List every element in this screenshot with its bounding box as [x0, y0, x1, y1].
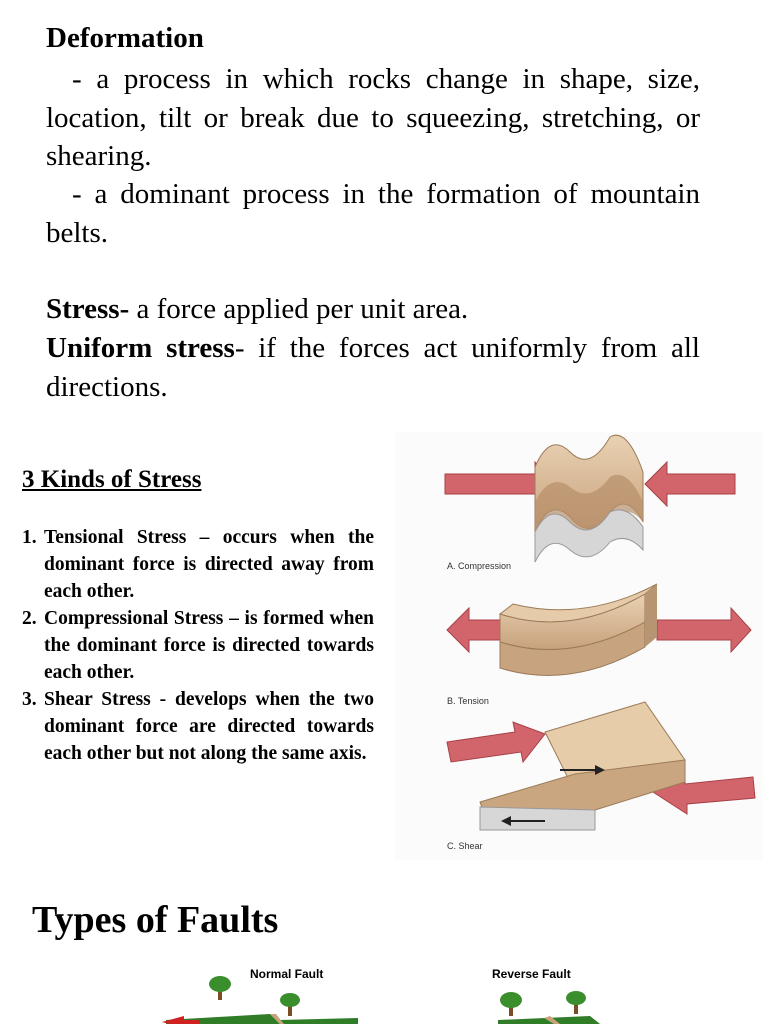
tension-arrow-right	[657, 608, 751, 652]
stress-term: Stress-	[46, 293, 130, 325]
deformation-definition-1: - a process in which rocks change in shape, size, location, tilt or break due to squeezing, stretching, or shearing.	[46, 63, 700, 172]
normal-fault-label: Normal Fault	[250, 967, 324, 981]
list-text: Shear Stress - develops when the two dominant force are directed towards each other but not along the same axis.	[44, 689, 374, 764]
kinds-of-stress-title: 3 Kinds of Stress	[22, 466, 202, 493]
tension-diagram	[447, 584, 751, 706]
tension-label: B. Tension	[447, 696, 489, 706]
list-number: 1.	[22, 527, 37, 548]
types-of-faults-title: Types of Faults	[32, 899, 279, 941]
list-number: 3.	[22, 689, 37, 710]
list-item	[22, 524, 374, 605]
compression-diagram	[445, 435, 735, 571]
tree-icon	[209, 976, 231, 992]
list-text: Compressional Stress – is formed when the dominant force is directed towards each other.	[44, 608, 374, 683]
shear-label: C. Shear	[447, 841, 483, 851]
stress-types-illustration	[395, 432, 763, 860]
list-text: Tensional Stress – occurs when the dominant force is directed away from each other.	[44, 527, 374, 602]
list-item	[22, 605, 374, 686]
compression-label: A. Compression	[447, 561, 512, 571]
list-number: 2.	[22, 608, 37, 629]
deformation-definition-2: - a dominant process in the formation of mountain belts.	[46, 178, 700, 249]
uniform-stress-text: - if the forces act uniformly from all directions.	[46, 332, 700, 403]
tree-icon	[566, 991, 586, 1005]
deformation-heading: Deformation	[46, 22, 204, 54]
shear-arrow-left	[447, 722, 545, 762]
tree-icon	[280, 993, 300, 1007]
faults-illustration	[150, 960, 610, 1024]
stress-definition	[46, 290, 700, 329]
normal-fault-diagram	[162, 976, 358, 1024]
reverse-fault-diagram	[498, 991, 600, 1024]
list-item	[22, 686, 374, 767]
shear-diagram	[447, 702, 755, 851]
kinds-of-stress-list	[22, 524, 374, 767]
stress-text: a force applied per unit area.	[129, 293, 469, 325]
reverse-fault-label: Reverse Fault	[492, 967, 571, 981]
tree-icon	[500, 992, 522, 1008]
compression-arrow-right	[645, 462, 735, 506]
uniform-stress-definition	[46, 329, 700, 406]
uniform-stress-term: Uniform stress	[46, 332, 235, 364]
